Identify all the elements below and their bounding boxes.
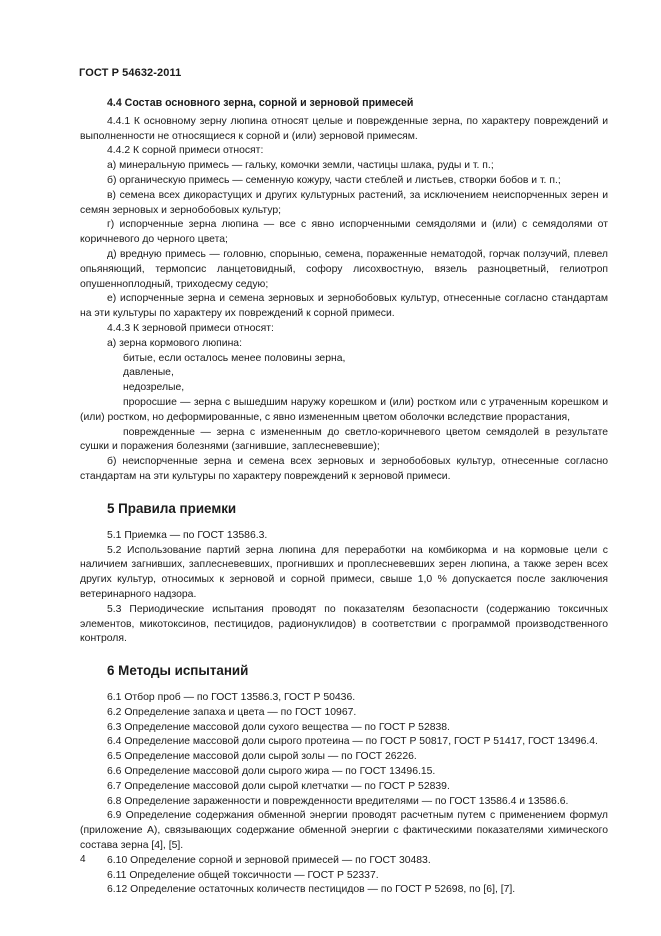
document-body [80,96,608,898]
weed-item-a: а) минеральную примесь — гальку, комочки земли, частицы шлака, руды и т. п.; [107,160,494,172]
section-6-title: 6 Методы испытаний [107,663,249,679]
paragraph-6-7: 6.7 Определение массовой доли сырой клетчатки — по ГОСТ Р 52839. [107,780,450,792]
paragraph-6-6: 6.6 Определение массовой доли сырого жира — по ГОСТ 13496.15. [107,766,436,778]
grain-sub-unripe: недозрелые, [123,382,185,394]
grain-sub-crushed: давленые, [123,367,174,379]
grain-item-a: а) зерна кормового люпина: [107,337,242,349]
section-5-title: 5 Правила приемки [107,500,237,516]
paragraph-6-1: 6.1 Отбор проб — по ГОСТ 13586.3, ГОСТ Р 50436. [107,692,356,704]
weed-item-g: г) испорченные зерна люпина — все с явно испорченными семядолями и (или) с семядолями от коричневого до черного цвета; [80,219,608,246]
page-number: 4 [80,854,86,865]
paragraph-5-1: 5.1 Приемка — по ГОСТ 13586.3. [107,529,268,541]
paragraph-6-3: 6.3 Определение массовой доли сухого вещества — по ГОСТ Р 52838. [107,721,450,733]
paragraph-6-5: 6.5 Определение массовой доли сырой золы — по ГОСТ 26226. [107,751,417,763]
paragraph-6-4: 6.4 Определение массовой доли сырого протеина — по ГОСТ Р 50817, ГОСТ Р 51417, ГОСТ 13496.4. [107,736,598,748]
paragraph-5-2: 5.2 Использование партий зерна люпина для переработки на комбикорма и на кормовые цели с наличием загнивших, заплесневевших, прогнивших и проплесневевших зерен люпина, а также зерен всех других культур, относимых к зерновой и сорной примеси, свыше 1,0 % допускается после заключения ветеринарного надзора. [80,544,608,600]
paragraph-4-4-3: 4.4.3 К зерновой примеси относят: [107,322,274,334]
grain-sub-damaged: поврежденные — зерна с измененным до светло-коричневого цветом семядолей в результате сушки и поражения болезнями (загнившие, заплесневевшие); [80,426,608,453]
weed-item-v: в) семена всех дикорастущих и других культурных растений, за исключением неиспорченных зерен и семян зерновых и зернобобовых культур; [80,189,608,216]
paragraph-5-3: 5.3 Периодические испытания проводят по показателям безопасности (содержанию токсичных элементов, микотоксинов, пестицидов, радионуклидов) в соответствии с программой производственного контроля. [80,603,608,645]
paragraph-6-10: 6.10 Определение сорной и зерновой примесей — по ГОСТ 30483. [107,854,431,866]
weed-item-e: е) испорченные зерна и семена зерновых и зернобобовых культур, отнесенные согласно стандартам на эти культуры по характеру их повреждений к сорной примеси. [80,293,608,320]
grain-sub-sprouted: проросшие — зерна с вышедшим наружу корешком и (или) ростком или с утраченным корешком и (или) ростком, но деформированные, с явно измененным цветом оболочки вследствие прорастания, [80,396,608,423]
paragraph-6-2: 6.2 Определение запаха и цвета — по ГОСТ 10967. [107,706,357,718]
weed-item-d: д) вредную примесь — головню, спорынью, семена, пораженные нематодой, горчак ползучий, плевел опьяняющий, термопсис ланцетовидный, софору лисохвостную, вязель разноцветный, гелиотроп опушенноплодный, триходесму седую; [80,248,608,290]
paragraph-6-9: 6.9 Определение содержания обменной энергии проводят расчетным путем с применением формул (приложение А), связывающих содержание обменной энергии с фактическими показателями химического состава зерна [4], [5]. [80,810,608,852]
weed-item-b: б) органическую примесь — семенную кожуру, части стеблей и листьев, створки бобов и т. п.; [107,174,561,186]
paragraph-4-4-2: 4.4.2 К сорной примеси относят: [107,145,264,157]
document-header-code: ГОСТ Р 54632-2011 [79,67,182,79]
paragraph-6-11: 6.11 Определение общей токсичности — ГОСТ Р 52337. [107,869,379,881]
paragraph-4-4-1: 4.4.1 К основному зерну люпина относят целые и поврежденные зерна, по характеру повреждений и выполненности не относящиеся к сорной и (или) зерновой примесям. [80,115,608,142]
grain-sub-broken: битые, если осталось менее половины зерна, [123,352,346,364]
section-4-4-title: 4.4 Состав основного зерна, сорной и зерновой примесей [107,97,414,109]
paragraph-6-8: 6.8 Определение зараженности и поврежденности вредителями — по ГОСТ 13586.4 и 13586.6. [107,795,569,807]
paragraph-6-12: 6.12 Определение остаточных количеств пестицидов — по ГОСТ Р 52698, по [6], [7]. [107,884,516,896]
grain-item-b: б) неиспорченные зерна и семена всех зерновых и зернобобовых культур, отнесенные согласно стандартам на эти культуры по характеру повреждений к зерновой примеси. [80,456,608,482]
